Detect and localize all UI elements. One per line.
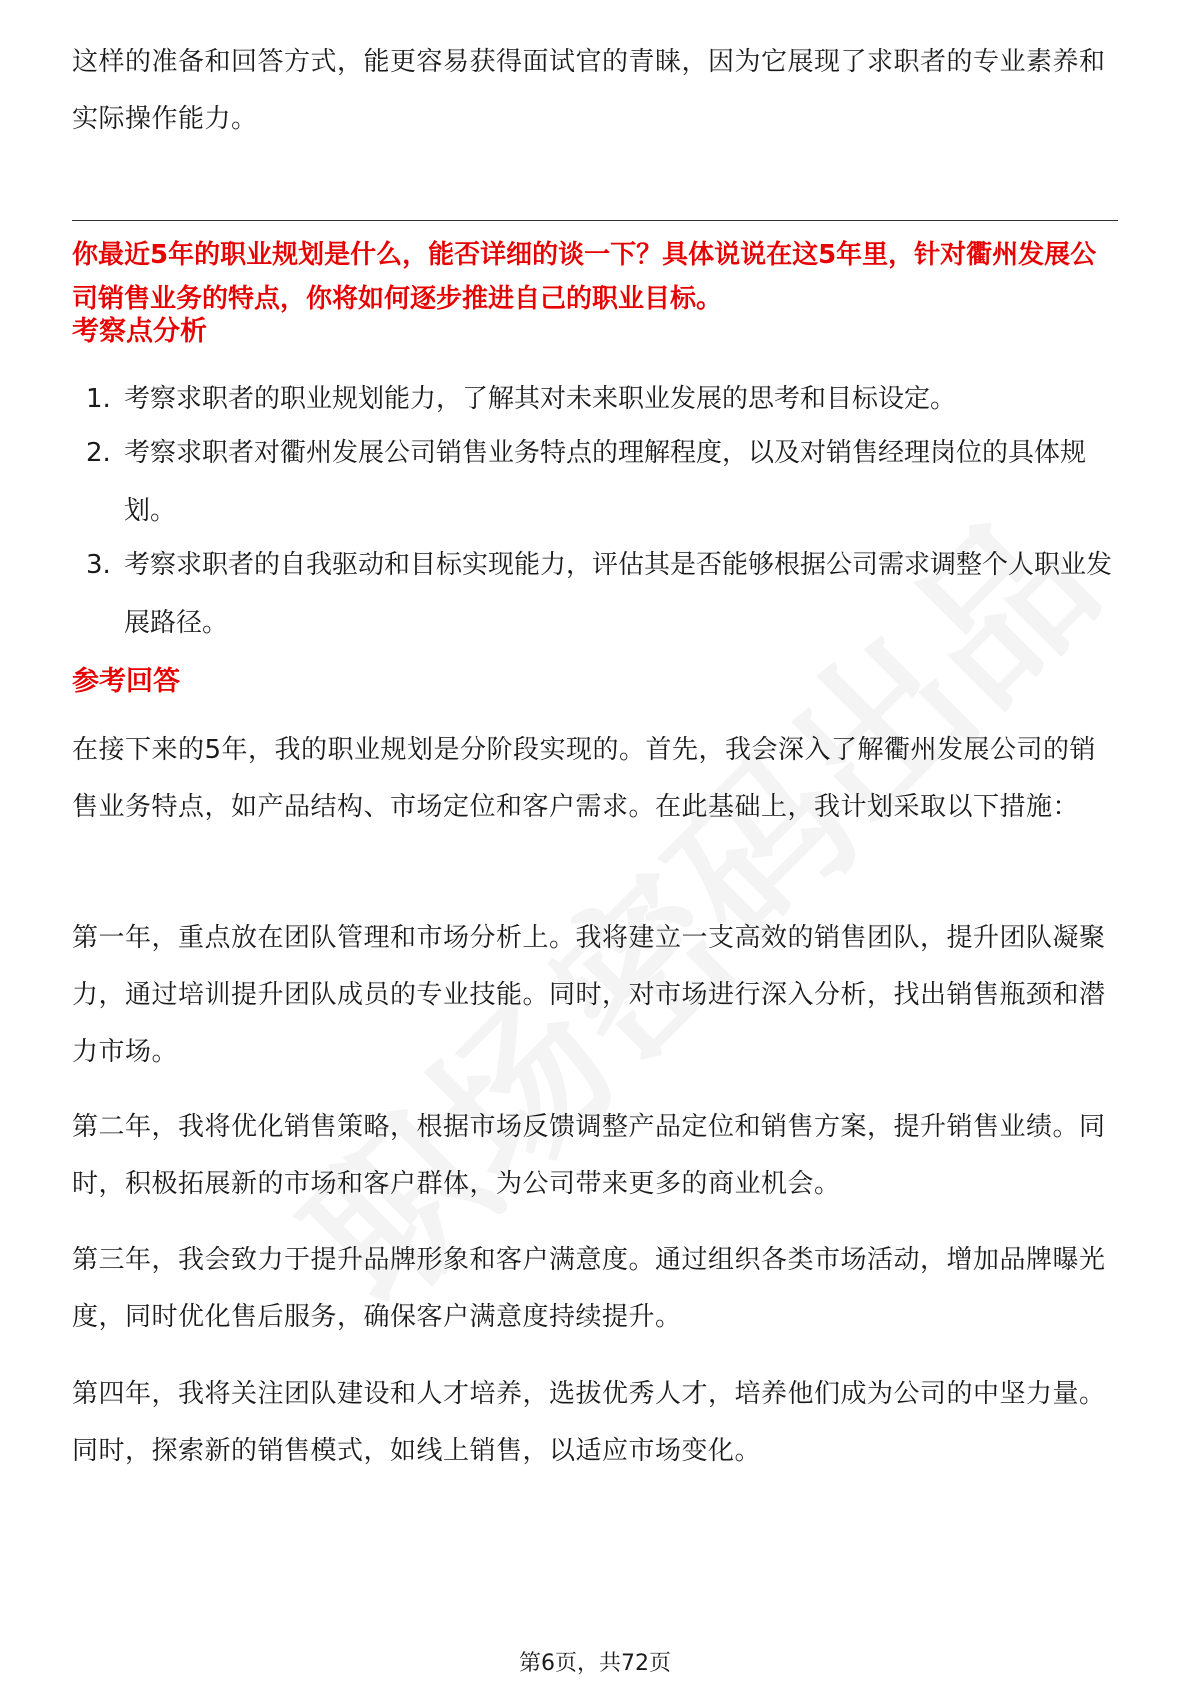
intro-paragraph: 这样的准备和回答方式，能更容易获得面试官的青睐，因为它展现了求职者的专业素养和实际操作能力。	[72, 47, 1106, 134]
list-number: 1.	[86, 384, 111, 414]
answer-text: 在接下来的5年，我的职业规划是分阶段实现的。首先，我会深入了解衢州发展公司的销售业务特点，如产品结构、市场定位和客户需求。在此基础上，我计划采取以下措施：	[72, 735, 1097, 822]
answer-heading: 参考回答	[72, 666, 180, 697]
document-page	[72, 0, 1118, 1684]
answer-text: 第四年，我将关注团队建设和人才培养，选拔优秀人才，培养他们成为公司的中坚力量。同时，探索新的销售模式，如线上销售，以适应市场变化。	[72, 1379, 1106, 1466]
analysis-list	[72, 370, 1118, 652]
answer-paragraph	[72, 1232, 1118, 1346]
intro-block	[72, 34, 1118, 148]
answer-text: 第二年，我将优化销售策略，根据市场反馈调整产品定位和销售方案，提升销售业绩。同时，积极拓展新的市场和客户群体，为公司带来更多的商业机会。	[72, 1112, 1106, 1199]
list-number: 3.	[86, 550, 111, 580]
list-number: 2.	[86, 438, 111, 468]
analysis-heading: 考察点分析	[72, 316, 207, 347]
list-text: 考察求职者的职业规划能力，了解其对未来职业发展的思考和目标设定。	[124, 384, 957, 414]
section-divider	[72, 220, 1118, 221]
question-title: 你最近5年的职业规划是什么，能否详细的谈一下？具体说说在这5年里，针对衢州发展公司销售业务的特点，你将如何逐步推进自己的职业目标。	[72, 240, 1097, 314]
list-text: 考察求职者的自我驱动和目标实现能力，评估其是否能够根据公司需求调整个人职业发展路径。	[124, 550, 1113, 638]
answer-paragraph	[72, 1099, 1118, 1213]
answer-paragraph	[72, 1366, 1118, 1480]
list-text: 考察求职者对衢州发展公司销售业务特点的理解程度，以及对销售经理岗位的具体规划。	[124, 438, 1087, 526]
answer-text: 第三年，我会致力于提升品牌形象和客户满意度。通过组织各类市场活动，增加品牌曝光度，同时优化售后服务，确保客户满意度持续提升。	[72, 1245, 1106, 1332]
list-item	[72, 536, 1118, 652]
list-item	[72, 370, 1118, 428]
answer-text: 第一年，重点放在团队管理和市场分析上。我将建立一支高效的销售团队，提升团队凝聚力，通过培训提升团队成员的专业技能。同时，对市场进行深入分析，找出销售瓶颈和潜力市场。	[72, 923, 1106, 1067]
page-footer: 第6页，共72页	[519, 1651, 671, 1676]
list-item	[72, 424, 1118, 540]
answer-paragraph	[72, 910, 1118, 1081]
answer-paragraph	[72, 722, 1118, 836]
